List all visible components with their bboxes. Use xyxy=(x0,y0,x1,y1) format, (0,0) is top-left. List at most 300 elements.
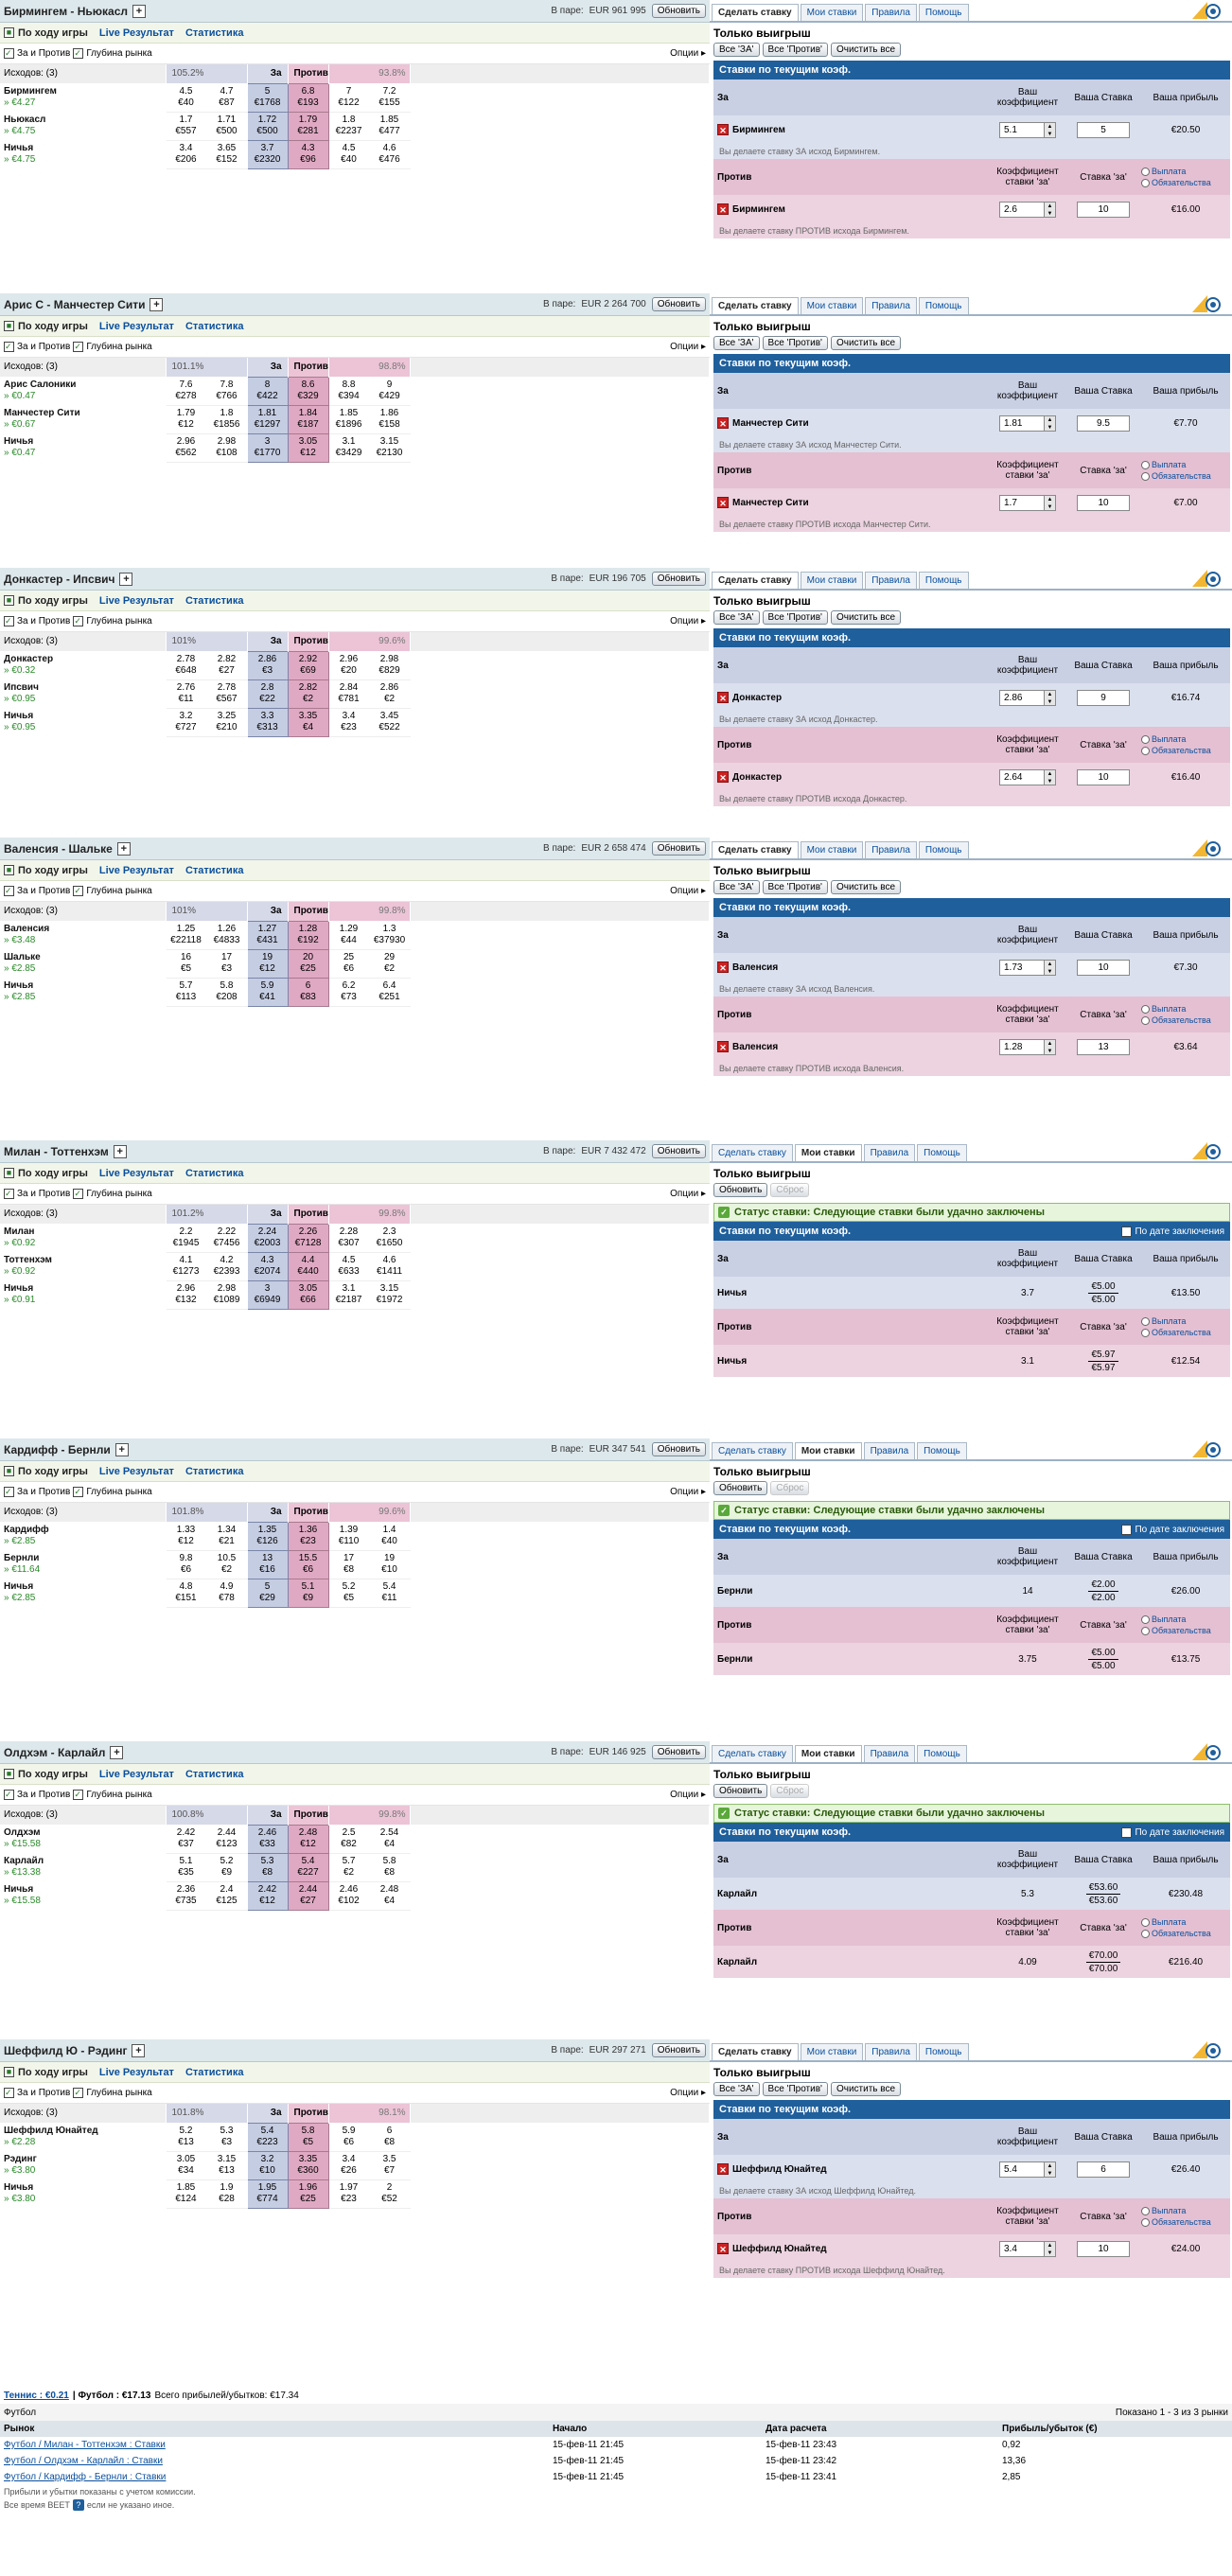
options-menu[interactable]: Опции ▸ xyxy=(670,48,706,59)
lay-price-cell[interactable] xyxy=(288,679,328,708)
all-back-button[interactable]: Все 'ЗА' xyxy=(713,336,760,350)
clear-all-button[interactable]: Очистить все xyxy=(831,336,901,350)
back-price-cell[interactable] xyxy=(247,2179,288,2208)
lay-price-cell[interactable] xyxy=(328,1853,369,1881)
column-header[interactable]: Рынок xyxy=(0,2421,549,2437)
lay-price-cell[interactable] xyxy=(369,679,410,708)
for-against-checkbox[interactable]: ✓ xyxy=(4,48,14,59)
market-title[interactable]: Олдхэм - Карлайл xyxy=(4,1745,106,1759)
depth-checkbox[interactable]: ✓ xyxy=(73,616,83,626)
tab-place-bet[interactable]: Сделать ставку xyxy=(712,572,799,589)
liability-radio[interactable] xyxy=(1141,1016,1150,1025)
payout-radio[interactable] xyxy=(1141,1005,1150,1014)
stats-link[interactable]: Статистика xyxy=(185,2066,244,2078)
back-price-cell[interactable] xyxy=(166,1224,206,1252)
depth-checkbox[interactable]: ✓ xyxy=(73,2088,83,2098)
options-menu[interactable]: Опции ▸ xyxy=(670,886,706,896)
back-price-cell[interactable] xyxy=(166,1522,206,1550)
lay-price-cell[interactable] xyxy=(288,112,328,140)
tab-help[interactable]: Помощь xyxy=(917,1442,967,1459)
lay-price-cell[interactable] xyxy=(369,651,410,679)
back-price-cell[interactable] xyxy=(206,377,247,405)
remove-bet-icon[interactable]: ✕ xyxy=(717,497,729,508)
runner-name[interactable]: Ничья xyxy=(4,1283,34,1294)
remove-bet-icon[interactable]: ✕ xyxy=(717,203,729,215)
all-lay-button[interactable]: Все 'Против' xyxy=(763,43,828,57)
tab-help[interactable]: Помощь xyxy=(917,1144,967,1161)
reset-button[interactable]: Сброс xyxy=(770,1481,809,1495)
lay-price-cell[interactable] xyxy=(369,708,410,736)
refresh-button[interactable]: Обновить xyxy=(652,841,706,856)
back-price-cell[interactable] xyxy=(206,708,247,736)
tab-help[interactable]: Помощь xyxy=(919,841,969,858)
market-title[interactable]: Кардифф - Бернли xyxy=(4,1442,111,1456)
all-back-button[interactable]: Все 'ЗА' xyxy=(713,880,760,894)
live-results-link[interactable]: Live Результат xyxy=(98,26,174,39)
lay-price-cell[interactable] xyxy=(369,1881,410,1910)
stats-link[interactable]: Статистика xyxy=(185,864,244,876)
back-price-cell[interactable] xyxy=(206,405,247,433)
lay-price-cell[interactable] xyxy=(328,2123,369,2151)
back-price-cell[interactable] xyxy=(247,1550,288,1579)
liability-radio[interactable] xyxy=(1141,1627,1150,1635)
tab-help[interactable]: Помощь xyxy=(919,572,969,589)
back-price-cell[interactable] xyxy=(206,1579,247,1607)
runner-name[interactable]: Ничья xyxy=(4,436,34,447)
tab-my-bets[interactable]: Мои ставки xyxy=(795,1442,862,1459)
lay-price-cell[interactable] xyxy=(328,1252,369,1280)
live-results-link[interactable]: Live Результат xyxy=(98,1768,174,1780)
back-price-cell[interactable] xyxy=(247,83,288,112)
lay-price-cell[interactable] xyxy=(288,405,328,433)
back-price-cell[interactable] xyxy=(247,405,288,433)
refresh-button[interactable]: Обновить xyxy=(652,572,706,586)
lay-price-cell[interactable] xyxy=(328,1550,369,1579)
depth-checkbox[interactable]: ✓ xyxy=(73,1487,83,1497)
odds-input[interactable]: 1.81 xyxy=(999,415,1045,432)
back-price-cell[interactable] xyxy=(166,2123,206,2151)
lay-price-cell[interactable] xyxy=(328,140,369,168)
lay-price-cell[interactable] xyxy=(369,2151,410,2179)
remove-bet-icon[interactable]: ✕ xyxy=(717,771,729,783)
back-price-cell[interactable] xyxy=(247,2123,288,2151)
tab-rules[interactable]: Правила xyxy=(864,1745,916,1762)
for-against-checkbox[interactable]: ✓ xyxy=(4,1189,14,1199)
lay-price-cell[interactable] xyxy=(369,1252,410,1280)
back-price-cell[interactable] xyxy=(206,140,247,168)
runner-name[interactable]: Ничья xyxy=(4,1581,34,1592)
lay-price-cell[interactable] xyxy=(328,921,369,949)
payout-radio[interactable] xyxy=(1141,1918,1150,1927)
payout-radio[interactable] xyxy=(1141,1615,1150,1624)
back-price-cell[interactable] xyxy=(206,1550,247,1579)
reset-button[interactable]: Сброс xyxy=(770,1183,809,1197)
for-against-checkbox[interactable]: ✓ xyxy=(4,1790,14,1800)
payout-radio[interactable] xyxy=(1141,2207,1150,2215)
runner-name[interactable]: Кардифф xyxy=(4,1525,49,1535)
odds-input[interactable]: 1.73 xyxy=(999,960,1045,976)
tab-place-bet[interactable]: Сделать ставку xyxy=(712,297,799,314)
tab-rules[interactable]: Правила xyxy=(865,4,917,21)
remove-bet-icon[interactable]: ✕ xyxy=(717,417,729,429)
lay-price-cell[interactable] xyxy=(288,433,328,462)
lay-price-cell[interactable] xyxy=(288,1579,328,1607)
back-price-cell[interactable] xyxy=(166,651,206,679)
lay-price-cell[interactable] xyxy=(369,1224,410,1252)
odds-input[interactable]: 2.86 xyxy=(999,690,1045,706)
back-price-cell[interactable] xyxy=(166,1825,206,1853)
lay-price-cell[interactable] xyxy=(328,679,369,708)
tab-my-bets[interactable]: Мои ставки xyxy=(801,572,864,589)
stats-link[interactable]: Статистика xyxy=(185,320,244,332)
tab-rules[interactable]: Правила xyxy=(865,2043,917,2060)
back-price-cell[interactable] xyxy=(206,1825,247,1853)
add-favorite-icon[interactable]: + xyxy=(115,1443,129,1456)
back-price-cell[interactable] xyxy=(206,679,247,708)
lay-price-cell[interactable] xyxy=(328,651,369,679)
lay-price-cell[interactable] xyxy=(288,921,328,949)
update-button[interactable]: Обновить xyxy=(713,1183,767,1197)
odds-spinner[interactable]: ▲ ▼ xyxy=(1045,769,1056,785)
back-price-cell[interactable] xyxy=(206,1252,247,1280)
stake-input[interactable]: 9 xyxy=(1077,690,1130,706)
back-price-cell[interactable] xyxy=(247,1522,288,1550)
odds-spinner[interactable]: ▲ ▼ xyxy=(1045,960,1056,976)
runner-name[interactable]: Шеффилд Юнайтед xyxy=(4,2126,98,2136)
market-link[interactable]: Футбол / Олдхэм - Карлайл : Ставки xyxy=(4,2456,163,2466)
runner-name[interactable]: Ничья xyxy=(4,980,34,991)
all-lay-button[interactable]: Все 'Против' xyxy=(763,2082,828,2096)
stake-input[interactable]: 5 xyxy=(1077,122,1130,138)
lay-price-cell[interactable] xyxy=(328,1522,369,1550)
back-price-cell[interactable] xyxy=(206,651,247,679)
add-favorite-icon[interactable]: + xyxy=(110,1746,123,1759)
runner-name[interactable]: Рэдинг xyxy=(4,2154,37,2164)
runner-name[interactable]: Ничья xyxy=(4,2182,34,2193)
refresh-button[interactable]: Обновить xyxy=(652,4,706,18)
back-price-cell[interactable] xyxy=(206,1224,247,1252)
lay-price-cell[interactable] xyxy=(369,921,410,949)
back-price-cell[interactable] xyxy=(206,2179,247,2208)
lay-price-cell[interactable] xyxy=(369,2179,410,2208)
back-price-cell[interactable] xyxy=(166,1579,206,1607)
add-favorite-icon[interactable]: + xyxy=(132,5,146,18)
market-title[interactable]: Бирмингем - Ньюкасл xyxy=(4,4,128,18)
liability-radio[interactable] xyxy=(1141,2218,1150,2227)
odds-input[interactable]: 2.6 xyxy=(999,202,1045,218)
lay-price-cell[interactable] xyxy=(369,1550,410,1579)
market-link[interactable]: Футбол / Милан - Тоттенхэм : Ставки xyxy=(4,2440,166,2450)
back-price-cell[interactable] xyxy=(247,978,288,1006)
lay-price-cell[interactable] xyxy=(369,1579,410,1607)
refresh-button[interactable]: Обновить xyxy=(652,2043,706,2057)
lay-price-cell[interactable] xyxy=(328,1224,369,1252)
runner-name[interactable]: Ничья xyxy=(4,143,34,153)
runner-name[interactable]: Олдхэм xyxy=(4,1827,41,1838)
refresh-button[interactable]: Обновить xyxy=(652,1144,706,1158)
refresh-button[interactable]: Обновить xyxy=(652,297,706,311)
runner-name[interactable]: Бернли xyxy=(4,1553,40,1563)
lay-price-cell[interactable] xyxy=(328,433,369,462)
tab-rules[interactable]: Правила xyxy=(864,1442,916,1459)
tab-my-bets[interactable]: Мои ставки xyxy=(801,841,864,858)
lay-price-cell[interactable] xyxy=(288,949,328,978)
back-price-cell[interactable] xyxy=(166,433,206,462)
all-back-button[interactable]: Все 'ЗА' xyxy=(713,610,760,625)
update-button[interactable]: Обновить xyxy=(713,1784,767,1798)
stats-link[interactable]: Статистика xyxy=(185,1768,244,1780)
odds-spinner[interactable]: ▲ ▼ xyxy=(1045,2161,1056,2178)
lay-price-cell[interactable] xyxy=(369,377,410,405)
all-lay-button[interactable]: Все 'Против' xyxy=(763,880,828,894)
tab-help[interactable]: Помощь xyxy=(919,297,969,314)
lay-price-cell[interactable] xyxy=(369,978,410,1006)
market-title[interactable]: Арис С - Манчестер Сити xyxy=(4,297,146,311)
by-date-checkbox[interactable] xyxy=(1121,1525,1132,1535)
depth-checkbox[interactable]: ✓ xyxy=(73,48,83,59)
odds-input[interactable]: 1.28 xyxy=(999,1039,1045,1055)
market-title[interactable]: Донкастер - Ипсвич xyxy=(4,572,115,586)
all-back-button[interactable]: Все 'ЗА' xyxy=(713,43,760,57)
back-price-cell[interactable] xyxy=(247,2151,288,2179)
refresh-button[interactable]: Обновить xyxy=(652,1745,706,1759)
back-price-cell[interactable] xyxy=(247,1252,288,1280)
back-price-cell[interactable] xyxy=(206,1881,247,1910)
back-price-cell[interactable] xyxy=(247,1881,288,1910)
tab-help[interactable]: Помощь xyxy=(917,1745,967,1762)
live-results-link[interactable]: Live Результат xyxy=(98,864,174,876)
lay-price-cell[interactable] xyxy=(288,377,328,405)
back-price-cell[interactable] xyxy=(247,377,288,405)
lay-price-cell[interactable] xyxy=(328,83,369,112)
odds-input[interactable]: 5.4 xyxy=(999,2161,1045,2178)
lay-price-cell[interactable] xyxy=(328,978,369,1006)
lay-price-cell[interactable] xyxy=(369,2123,410,2151)
back-price-cell[interactable] xyxy=(166,405,206,433)
tennis-pl-link[interactable]: Теннис : €0.21 xyxy=(4,2390,69,2401)
runner-name[interactable]: Манчестер Сити xyxy=(4,408,80,418)
lay-price-cell[interactable] xyxy=(328,405,369,433)
back-price-cell[interactable] xyxy=(166,377,206,405)
clear-all-button[interactable]: Очистить все xyxy=(831,880,901,894)
odds-spinner[interactable]: ▲ ▼ xyxy=(1045,690,1056,706)
runner-name[interactable]: Карлайл xyxy=(4,1856,44,1866)
back-price-cell[interactable] xyxy=(166,978,206,1006)
runner-name[interactable]: Бирмингем xyxy=(4,86,57,97)
stats-link[interactable]: Статистика xyxy=(185,26,244,39)
for-against-checkbox[interactable]: ✓ xyxy=(4,342,14,352)
stake-input[interactable]: 10 xyxy=(1077,2241,1130,2257)
back-price-cell[interactable] xyxy=(166,679,206,708)
liability-radio[interactable] xyxy=(1141,472,1150,481)
lay-price-cell[interactable] xyxy=(328,949,369,978)
runner-name[interactable]: Милан xyxy=(4,1226,35,1237)
stake-input[interactable]: 10 xyxy=(1077,769,1130,785)
lay-price-cell[interactable] xyxy=(369,405,410,433)
odds-input[interactable]: 2.64 xyxy=(999,769,1045,785)
back-price-cell[interactable] xyxy=(206,921,247,949)
all-lay-button[interactable]: Все 'Против' xyxy=(763,610,828,625)
options-menu[interactable]: Опции ▸ xyxy=(670,1487,706,1497)
market-title[interactable]: Валенсия - Шальке xyxy=(4,841,113,856)
options-menu[interactable]: Опции ▸ xyxy=(670,342,706,352)
lay-price-cell[interactable] xyxy=(288,2123,328,2151)
remove-bet-icon[interactable]: ✕ xyxy=(717,2163,729,2175)
runner-name[interactable]: Валенсия xyxy=(4,924,50,934)
back-price-cell[interactable] xyxy=(166,112,206,140)
refresh-button[interactable]: Обновить xyxy=(652,1442,706,1456)
lay-price-cell[interactable] xyxy=(328,1881,369,1910)
lay-price-cell[interactable] xyxy=(288,1825,328,1853)
market-title[interactable]: Шеффилд Ю - Рэдинг xyxy=(4,2043,128,2057)
clear-all-button[interactable]: Очистить все xyxy=(831,610,901,625)
add-favorite-icon[interactable]: + xyxy=(132,2044,145,2057)
tab-rules[interactable]: Правила xyxy=(865,572,917,589)
column-header[interactable]: Начало xyxy=(549,2421,762,2437)
help-icon[interactable]: ? xyxy=(73,2499,84,2511)
market-title[interactable]: Милан - Тоттенхэм xyxy=(4,1144,109,1158)
live-results-link[interactable]: Live Результат xyxy=(98,594,174,607)
all-back-button[interactable]: Все 'ЗА' xyxy=(713,2082,760,2096)
back-price-cell[interactable] xyxy=(247,708,288,736)
back-price-cell[interactable] xyxy=(166,140,206,168)
add-favorite-icon[interactable]: + xyxy=(119,573,132,586)
clear-all-button[interactable]: Очистить все xyxy=(831,2082,901,2096)
back-price-cell[interactable] xyxy=(166,708,206,736)
tab-my-bets[interactable]: Мои ставки xyxy=(795,1745,862,1762)
remove-bet-icon[interactable]: ✕ xyxy=(717,2243,729,2254)
runner-name[interactable]: Донкастер xyxy=(4,654,54,664)
column-header[interactable]: Дата расчета xyxy=(762,2421,998,2437)
tab-my-bets[interactable]: Мои ставки xyxy=(801,2043,864,2060)
back-price-cell[interactable] xyxy=(166,949,206,978)
back-price-cell[interactable] xyxy=(206,1280,247,1309)
back-price-cell[interactable] xyxy=(206,83,247,112)
back-price-cell[interactable] xyxy=(206,2151,247,2179)
odds-spinner[interactable]: ▲ ▼ xyxy=(1045,495,1056,511)
live-results-link[interactable]: Live Результат xyxy=(98,1465,174,1477)
lay-price-cell[interactable] xyxy=(369,140,410,168)
depth-checkbox[interactable]: ✓ xyxy=(73,886,83,896)
tab-help[interactable]: Помощь xyxy=(919,2043,969,2060)
tab-place-bet[interactable]: Сделать ставку xyxy=(712,1745,793,1762)
options-menu[interactable]: Опции ▸ xyxy=(670,2088,706,2098)
back-price-cell[interactable] xyxy=(247,112,288,140)
lay-price-cell[interactable] xyxy=(369,433,410,462)
tab-my-bets[interactable]: Мои ставки xyxy=(795,1144,862,1161)
lay-price-cell[interactable] xyxy=(328,1579,369,1607)
back-price-cell[interactable] xyxy=(166,1881,206,1910)
runner-name[interactable]: Ничья xyxy=(4,1884,34,1895)
payout-radio[interactable] xyxy=(1141,1317,1150,1326)
options-menu[interactable]: Опции ▸ xyxy=(670,1189,706,1199)
liability-radio[interactable] xyxy=(1141,179,1150,187)
depth-checkbox[interactable]: ✓ xyxy=(73,1189,83,1199)
back-price-cell[interactable] xyxy=(247,1224,288,1252)
lay-price-cell[interactable] xyxy=(288,2179,328,2208)
back-price-cell[interactable] xyxy=(247,1579,288,1607)
back-price-cell[interactable] xyxy=(247,651,288,679)
odds-spinner[interactable]: ▲ ▼ xyxy=(1045,202,1056,218)
remove-bet-icon[interactable]: ✕ xyxy=(717,692,729,703)
lay-price-cell[interactable] xyxy=(369,83,410,112)
stake-input[interactable]: 13 xyxy=(1077,1039,1130,1055)
remove-bet-icon[interactable]: ✕ xyxy=(717,124,729,135)
payout-radio[interactable] xyxy=(1141,735,1150,744)
back-price-cell[interactable] xyxy=(166,2179,206,2208)
odds-spinner[interactable]: ▲ ▼ xyxy=(1045,2241,1056,2257)
back-price-cell[interactable] xyxy=(206,1522,247,1550)
back-price-cell[interactable] xyxy=(206,1853,247,1881)
runner-name[interactable]: Ипсвич xyxy=(4,682,39,693)
back-price-cell[interactable] xyxy=(166,1550,206,1579)
lay-price-cell[interactable] xyxy=(288,1853,328,1881)
stats-link[interactable]: Статистика xyxy=(185,1465,244,1477)
lay-price-cell[interactable] xyxy=(369,1825,410,1853)
back-price-cell[interactable] xyxy=(247,433,288,462)
back-price-cell[interactable] xyxy=(206,949,247,978)
lay-price-cell[interactable] xyxy=(369,1522,410,1550)
lay-price-cell[interactable] xyxy=(288,1224,328,1252)
liability-radio[interactable] xyxy=(1141,1329,1150,1337)
lay-price-cell[interactable] xyxy=(288,708,328,736)
lay-price-cell[interactable] xyxy=(369,112,410,140)
back-price-cell[interactable] xyxy=(247,921,288,949)
back-price-cell[interactable] xyxy=(206,978,247,1006)
lay-price-cell[interactable] xyxy=(328,1280,369,1309)
all-lay-button[interactable]: Все 'Против' xyxy=(763,336,828,350)
back-price-cell[interactable] xyxy=(247,679,288,708)
payout-radio[interactable] xyxy=(1141,168,1150,176)
lay-price-cell[interactable] xyxy=(288,1550,328,1579)
lay-price-cell[interactable] xyxy=(288,140,328,168)
for-against-checkbox[interactable]: ✓ xyxy=(4,2088,14,2098)
back-price-cell[interactable] xyxy=(166,83,206,112)
stake-input[interactable]: 10 xyxy=(1077,202,1130,218)
lay-price-cell[interactable] xyxy=(288,1280,328,1309)
back-price-cell[interactable] xyxy=(166,921,206,949)
lay-price-cell[interactable] xyxy=(328,1825,369,1853)
odds-input[interactable]: 3.4 xyxy=(999,2241,1045,2257)
add-favorite-icon[interactable]: + xyxy=(114,1145,127,1158)
remove-bet-icon[interactable]: ✕ xyxy=(717,962,729,973)
tab-my-bets[interactable]: Мои ставки xyxy=(801,4,864,21)
lay-price-cell[interactable] xyxy=(288,1252,328,1280)
live-results-link[interactable]: Live Результат xyxy=(98,320,174,332)
odds-spinner[interactable]: ▲ ▼ xyxy=(1045,122,1056,138)
depth-checkbox[interactable]: ✓ xyxy=(73,1790,83,1800)
stake-input[interactable]: 10 xyxy=(1077,495,1130,511)
lay-price-cell[interactable] xyxy=(288,1522,328,1550)
market-link[interactable]: Футбол / Кардифф - Бернли : Ставки xyxy=(4,2472,167,2482)
column-header[interactable]: Прибыль/убыток (€) xyxy=(998,2421,1232,2437)
live-results-link[interactable]: Live Результат xyxy=(98,1167,174,1179)
update-button[interactable]: Обновить xyxy=(713,1481,767,1495)
by-date-checkbox[interactable] xyxy=(1121,1226,1132,1237)
options-menu[interactable]: Опции ▸ xyxy=(670,616,706,626)
lay-price-cell[interactable] xyxy=(328,708,369,736)
liability-radio[interactable] xyxy=(1141,747,1150,755)
tab-my-bets[interactable]: Мои ставки xyxy=(801,297,864,314)
runner-name[interactable]: Ньюкасл xyxy=(4,115,46,125)
lay-price-cell[interactable] xyxy=(288,83,328,112)
lay-price-cell[interactable] xyxy=(328,112,369,140)
runner-name[interactable]: Ничья xyxy=(4,711,34,721)
depth-checkbox[interactable]: ✓ xyxy=(73,342,83,352)
back-price-cell[interactable] xyxy=(247,1280,288,1309)
tab-place-bet[interactable]: Сделать ставку xyxy=(712,1442,793,1459)
runner-name[interactable]: Арис Салоники xyxy=(4,379,77,390)
